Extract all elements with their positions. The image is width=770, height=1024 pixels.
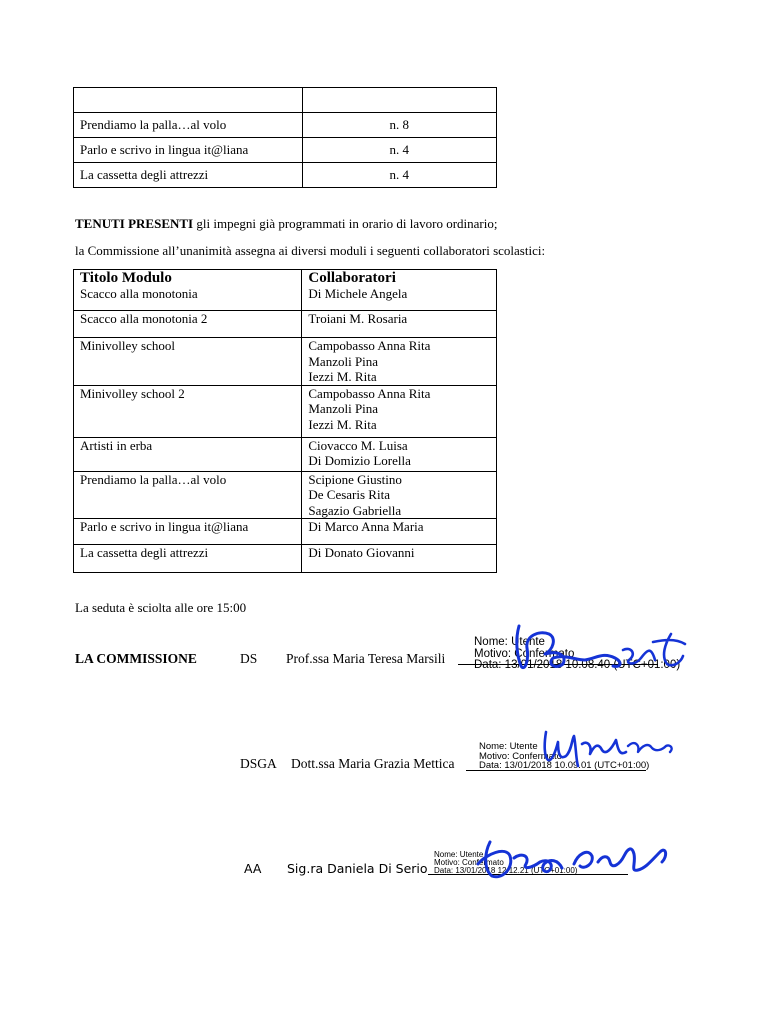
collaborator-name: Scipione Giustino: [308, 471, 402, 487]
dsga-stamp-nome: Nome: Utente: [479, 741, 538, 752]
header-collaboratori: Collaboratori: [302, 270, 497, 287]
collaborators-row: [74, 286, 497, 311]
aa-stamp-data: Data: 13/01/2018 12.12.21 (UTC+01:00): [434, 866, 578, 875]
collaborator-name: Di Michele Angela: [308, 286, 408, 301]
aa-role: AA: [244, 861, 262, 876]
collaborators-row: [74, 545, 497, 573]
tenuti-rest: gli impegni già programmati in orario di lavoro ordinario;: [193, 216, 498, 231]
aa-stamp-nome: Nome: Utente: [434, 850, 484, 859]
allocation-module-cell: Parlo e scrivo in lingua it@liana: [74, 138, 303, 163]
tenuti-paragraph: [75, 216, 497, 232]
collaborators-cell: [302, 545, 497, 573]
collaborators-row: [74, 519, 497, 545]
collaborators-cell: [302, 338, 497, 386]
module-title-cell: Minivolley school: [74, 338, 302, 386]
allocation-count-cell: n. 4: [302, 163, 496, 188]
allocation-row: [74, 88, 497, 113]
collaborators-cell: [302, 471, 497, 519]
allocation-count-cell: [302, 88, 496, 113]
commissione-paragraph: la Commissione all’unanimità assegna ai diversi moduli i seguenti collaboratori scolastici:: [75, 243, 546, 258]
tenuti-bold: TENUTI PRESENTI: [75, 216, 194, 231]
collaborator-name: Di Marco Anna Maria: [308, 519, 424, 534]
aa-name: Sig.ra Daniela Di Serio: [287, 861, 428, 876]
module-title-cell: Minivolley school 2: [74, 385, 302, 437]
collaborator-name: Manzoli Pina: [308, 401, 379, 416]
allocation-row: [74, 113, 497, 138]
ds-stamp-motivo: Motivo: Confermato: [474, 647, 575, 660]
allocation-module-cell: La cassetta degli attrezzi: [74, 163, 303, 188]
allocation-module-cell: Prendiamo la palla…al volo: [74, 113, 303, 138]
ds-handwritten-signature: [505, 620, 695, 680]
module-title-cell: Artisti in erba: [74, 437, 302, 471]
modules-count-table: [73, 87, 497, 188]
allocation-module-cell: [74, 88, 303, 113]
module-title-cell: La cassetta degli attrezzi: [74, 545, 302, 573]
commissione-label: LA COMMISSIONE: [75, 651, 197, 666]
aa-stamp-motivo: Motivo: Confermato: [434, 858, 504, 867]
collaborator-name: Di Domizio Lorella: [308, 453, 411, 468]
collaborator-name: Campobasso Anna Rita: [308, 338, 431, 353]
ds-name: Prof.ssa Maria Teresa Marsili: [286, 651, 446, 666]
collaborators-cell: [302, 519, 497, 545]
collaborator-name: Sagazio Gabriella: [308, 502, 402, 518]
module-title-cell: Scacco alla monotonia 2: [74, 311, 302, 338]
collaborator-name: Campobasso Anna Rita: [308, 385, 431, 401]
allocation-count-cell: n. 4: [302, 138, 496, 163]
allocation-row: [74, 163, 497, 188]
collaborators-cell: [302, 286, 497, 311]
collaborator-name: Iezzi M. Rita: [308, 369, 377, 384]
collaborators-row: [74, 437, 497, 471]
collaborators-cell: [302, 437, 497, 471]
collaborators-row: [74, 311, 497, 338]
allocation-count-cell: n. 8: [302, 113, 496, 138]
dsga-handwritten-signature: [536, 726, 681, 771]
dsga-stamp-data: Data: 13/01/2018 10.09.01 (UTC+01:00): [479, 760, 650, 771]
collaborators-row: [74, 471, 497, 519]
aa-handwritten-signature: [470, 834, 675, 884]
module-title-cell: Parlo e scrivo in lingua it@liana: [74, 519, 302, 545]
header-modulo: Titolo Modulo: [74, 270, 302, 287]
dsga-stamp-motivo: Motivo: Confermato: [479, 750, 562, 762]
collaborators-cell: [302, 385, 497, 437]
collaborator-name: Di Donato Giovanni: [308, 545, 415, 560]
allocation-row: [74, 138, 497, 163]
ds-stamp-nome: Nome: Utente: [474, 636, 545, 648]
dsga-role: DSGA: [240, 756, 277, 771]
module-title-cell: Prendiamo la palla…al volo: [74, 471, 302, 519]
collaborator-name: Manzoli Pina: [308, 353, 379, 369]
collaborator-name: Ciovacco M. Luisa: [308, 437, 408, 453]
dsga-name: Dott.ssa Maria Grazia Mettica: [291, 756, 455, 771]
collaborator-name: De Cesaris Rita: [308, 487, 390, 502]
module-title-cell: Scacco alla monotonia: [74, 286, 302, 311]
ds-stamp-data: Data: 13/01/2018 10.08.40 (UTC+01:00): [474, 659, 681, 671]
collaborators-row: [74, 385, 497, 437]
collaborators-cell: [302, 311, 497, 338]
collaborators-header-row: [74, 270, 497, 287]
seduta-text: La seduta è sciolta alle ore 15:00: [75, 600, 247, 615]
collaborator-name: Iezzi M. Rita: [308, 416, 377, 432]
collaborator-name: Troiani M. Rosaria: [308, 311, 408, 326]
collaborators-table: [73, 269, 497, 573]
ds-role: DS: [240, 651, 258, 666]
collaborators-row: [74, 338, 497, 386]
